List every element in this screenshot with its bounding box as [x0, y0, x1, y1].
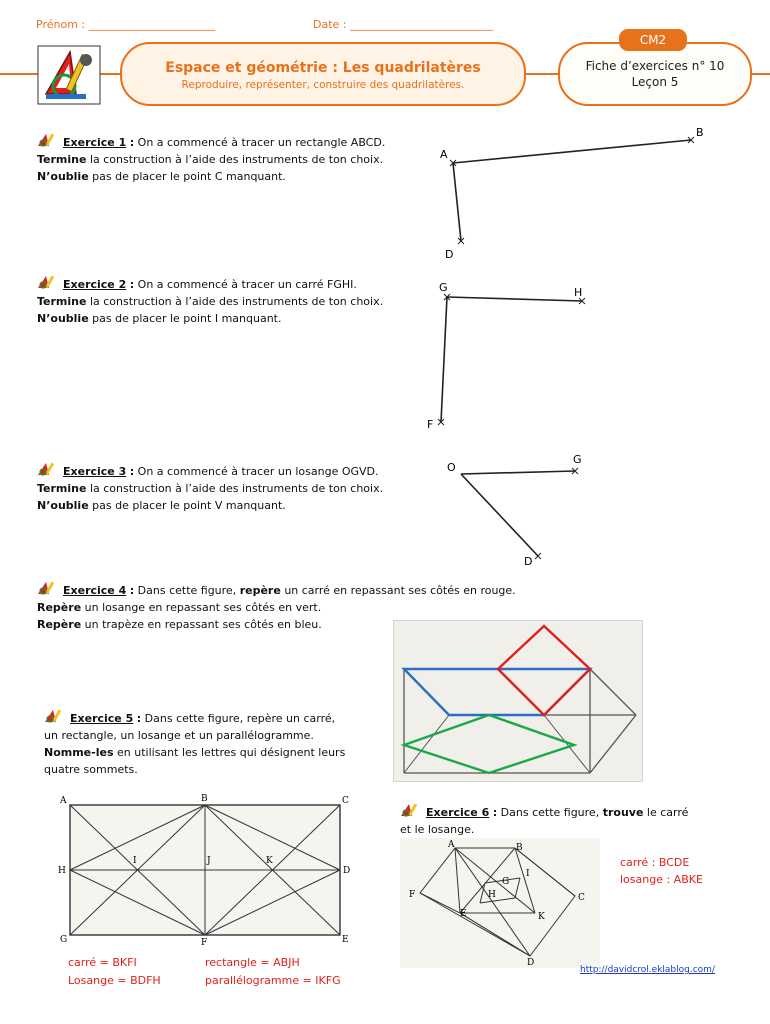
ex1-point-a: A	[440, 148, 448, 161]
ex3-point-g: G	[573, 453, 582, 466]
exercise-2: Exercice 2 : On a commencé à tracer un carré FGHI. Termine la construction à l’aide des instruments de ton choix. N’oublie pas de placer le point I manquant.	[37, 274, 417, 327]
pencil-ruler-icon	[44, 708, 64, 724]
ex3-point-o: O	[447, 461, 456, 474]
exercise-2-intro: On a commencé à tracer un carré FGHI.	[137, 278, 357, 291]
ex4-line2: un losange en repassant ses côtés en vert.	[84, 601, 322, 614]
ex2-point-h: H	[574, 286, 583, 299]
ex2-line2: la construction à l’aide des instruments de ton choix.	[89, 295, 384, 308]
ex5-point-c: C	[342, 796, 349, 806]
exercise-4: Exercice 4 : Dans cette figure, repère un carré en repassant ses côtés en rouge. Repère un losange en repassant ses côtés en vert. Repère un trapèze en repassant ses côtés en bleu.	[37, 580, 597, 633]
exercise-3-title: Exercice 3	[63, 465, 127, 478]
geometry-tools-logo-icon	[36, 44, 102, 106]
title-banner	[120, 42, 526, 106]
rhombus-green	[404, 715, 574, 773]
ex6-answer-carre: carré : BCDE	[620, 856, 690, 869]
ex5-point-e: E	[342, 935, 349, 945]
pencil-ruler-icon	[400, 802, 420, 818]
exercise-5-intro: Dans cette figure, repère un carré,	[144, 712, 336, 725]
ex6-point-h: H	[488, 890, 496, 900]
ex5-answer-losange: Losange = BDFH	[68, 974, 161, 987]
ex5-point-k: K	[266, 856, 273, 866]
ex5-line3: en utilisant les lettres qui désignent leurs	[117, 746, 346, 759]
ex6-point-i: I	[526, 869, 530, 879]
ex3-line2-bold: Termine	[37, 482, 87, 495]
pencil-ruler-icon	[37, 132, 57, 148]
exercise-3: Exercice 3 : On a commencé à tracer un losange OGVD. Termine la construction à l’aide des instruments de ton choix. N’oublie pas de placer le point V manquant.	[37, 461, 417, 514]
ex6-line2: et le losange.	[400, 823, 475, 836]
ex2-line3-bold: N’oublie	[37, 312, 89, 325]
ex1-line2: la construction à l’aide des instruments de ton choix.	[89, 153, 384, 166]
ex2-line3: pas de placer le point I manquant.	[92, 312, 282, 325]
ex5-answer-rectangle: rectangle = ABJH	[205, 956, 300, 969]
pencil-ruler-icon	[37, 461, 57, 477]
square-red	[498, 626, 590, 715]
ex6-point-d: D	[527, 958, 535, 968]
pencil-ruler-icon	[37, 580, 57, 596]
ex6-intro-a: Dans cette figure,	[500, 806, 600, 819]
ex1-line2-bold: Termine	[37, 153, 87, 166]
ex3-line3: pas de placer le point V manquant.	[92, 499, 286, 512]
ex5-line2: un rectangle, un losange et un parallélogramme.	[44, 729, 314, 742]
ex5-point-f: F	[201, 938, 208, 948]
ex4-line3-bold: Repère	[37, 618, 82, 631]
fiche-number: Fiche d’exercices n° 10	[585, 59, 725, 73]
page-subtitle: Reproduire, représenter, construire des quadrilatères.	[181, 79, 465, 91]
exercise-6-title: Exercice 6	[426, 806, 490, 819]
exercise-1-title: Exercice 1	[63, 136, 127, 149]
ex6-point-k: K	[538, 912, 545, 922]
ex1-figure	[430, 120, 730, 270]
ex5-line3-bold: Nomme-les	[44, 746, 114, 759]
ex6-point-g: G	[502, 877, 510, 887]
ex5-point-i: I	[133, 856, 137, 866]
exercise-3-intro: On a commencé à tracer un losange OGVD.	[137, 465, 379, 478]
exercise-5-title: Exercice 5	[70, 712, 134, 725]
prenom-field[interactable]: Prénom : _______________________	[36, 18, 216, 31]
ex6-answer-losange: losange : ABKE	[620, 873, 703, 886]
ex4-intro-a: Dans cette figure,	[137, 584, 237, 597]
ex6-point-f: F	[409, 890, 416, 900]
ex6-figure	[400, 838, 600, 968]
exercise-5: Exercice 5 : Dans cette figure, repère un carré, un rectangle, un losange et un parallélogramme. Nomme-les en utilisant les lettres qui désignent leurs quatre sommets.	[44, 708, 384, 778]
ex3-point-d: D	[524, 555, 533, 568]
date-field[interactable]: Date : __________________________	[313, 18, 493, 31]
fiche-box	[558, 42, 752, 106]
ex2-line2-bold: Termine	[37, 295, 87, 308]
exercise-4-title: Exercice 4	[63, 584, 127, 597]
ex4-line2-bold: Repère	[37, 601, 82, 614]
ex3-line2: la construction à l’aide des instruments de ton choix.	[89, 482, 384, 495]
ex2-point-f: F	[427, 418, 434, 431]
exercise-1: Exercice 1 : On a commencé à tracer un rectangle ABCD. Termine la construction à l’aide des instruments de ton choix. N’oublie pas de placer le point C manquant.	[37, 132, 417, 185]
ex6-point-c: C	[578, 893, 585, 903]
exercise-6: Exercice 6 : Dans cette figure, trouve le carré et le losange.	[400, 802, 740, 838]
ex5-answer-carre: carré = BKFI	[68, 956, 137, 969]
ex1-line3-bold: N’oublie	[37, 170, 89, 183]
ex1-line3: pas de placer le point C manquant.	[92, 170, 286, 183]
page-title: Espace et géométrie : Les quadrilatères	[165, 60, 481, 76]
ex1-point-b: B	[696, 126, 704, 139]
exercise-1-intro: On a commencé à tracer un rectangle ABCD.	[137, 136, 386, 149]
ex6-point-e: E	[460, 909, 467, 919]
ex5-point-b: B	[201, 794, 208, 804]
ex5-point-g: G	[60, 935, 68, 945]
ex3-figure	[440, 452, 600, 572]
ex6-intro-b: le carré	[646, 806, 689, 819]
pencil-ruler-icon	[37, 274, 57, 290]
ex5-point-h: H	[58, 866, 66, 876]
trapezoid-blue	[404, 669, 590, 715]
ex5-point-d: D	[343, 866, 351, 876]
ex6-point-b: B	[516, 843, 523, 853]
ex2-point-g: G	[439, 281, 448, 294]
ex1-point-d: D	[445, 248, 454, 261]
ex4-intro-b: un carré en repassant ses côtés en rouge.	[284, 584, 516, 597]
level-badge: CM2	[619, 29, 687, 51]
ex6-point-a: A	[448, 840, 455, 850]
ex4-line3: un trapèze en repassant ses côtés en bleu.	[84, 618, 322, 631]
ex3-line3-bold: N’oublie	[37, 499, 89, 512]
lecon-number: Leçon 5	[631, 75, 679, 89]
ex4-figure	[393, 620, 643, 782]
ex5-figure	[55, 790, 365, 950]
ex5-point-a: A	[60, 796, 67, 806]
ex2-figure	[420, 275, 610, 435]
exercise-2-title: Exercice 2	[63, 278, 127, 291]
ex5-point-j: J	[207, 856, 211, 866]
ex5-answer-parallelogramme: parallélogramme = IKFG	[205, 974, 341, 987]
ex6-intro-bold: trouve	[602, 806, 644, 819]
ex4-intro-bold: repère	[239, 584, 281, 597]
footer-link[interactable]: http://davidcrol.eklablog.com/	[580, 965, 715, 975]
ex5-line4: quatre sommets.	[44, 763, 138, 776]
